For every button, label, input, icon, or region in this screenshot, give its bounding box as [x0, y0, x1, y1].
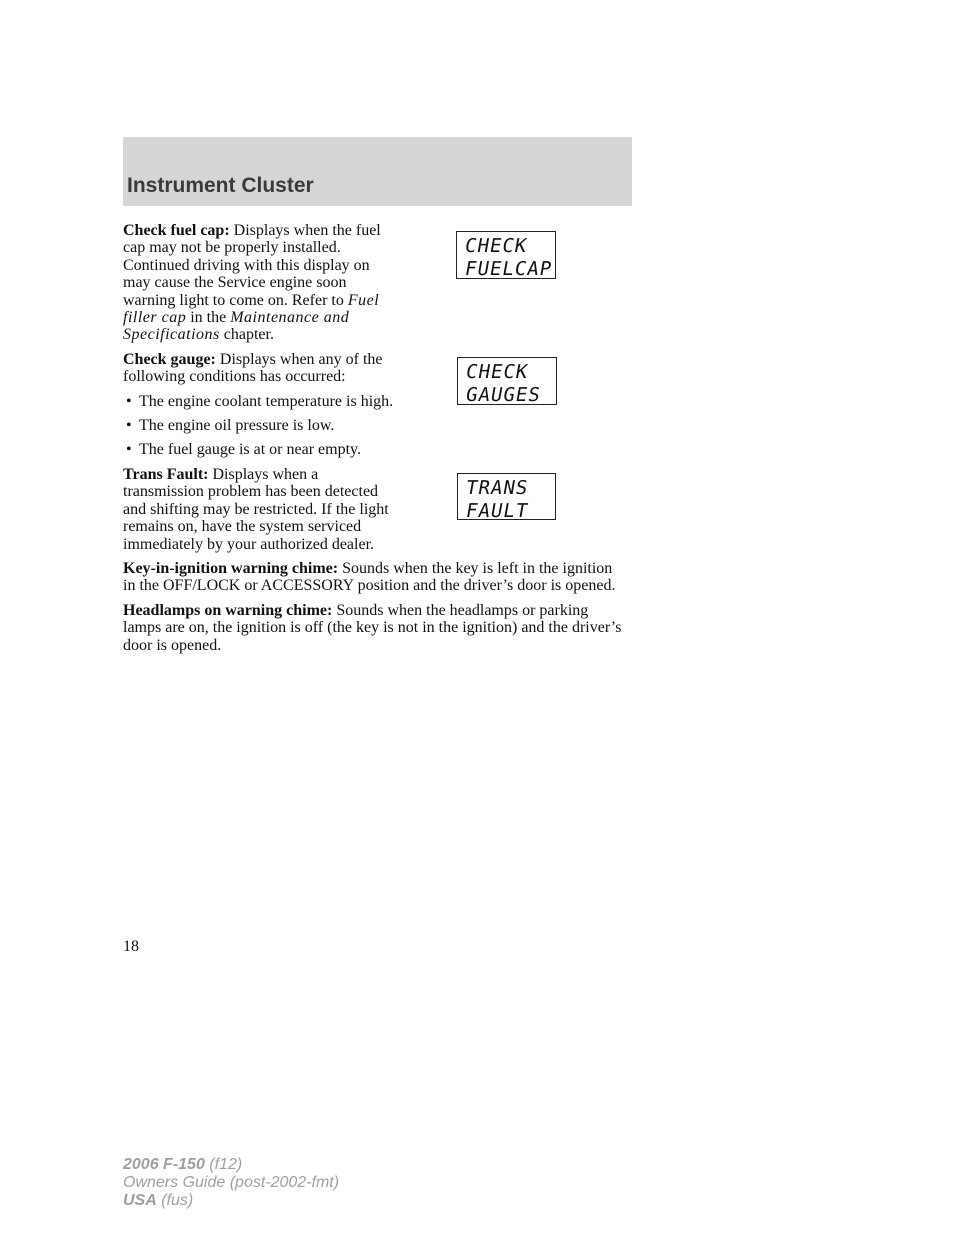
fuel-cap-paragraph: Check fuel cap: Displays when the fuel cap may not be properly installed. Continued driving with this display on may cause the Service engine soon warning light to come on. Refer to Fuel filler cap in the Maintenance and Specifications chapter.	[123, 222, 381, 344]
footer-imprint: 2006 F-150 (f12) Owners Guide (post-2002-fmt) USA (fus)	[123, 1156, 340, 1209]
list-item: • The fuel gauge is at or near empty.	[126, 441, 361, 459]
section-trans-fault	[123, 466, 643, 553]
check-gauge-paragraph: Check gauge: Displays when any of the following conditions has occurred:	[123, 350, 383, 386]
check-fuelcap-display: CHECK FUELCAP	[456, 231, 556, 279]
headlamp-chime-paragraph: Headlamps on warning chime: Sounds when the headlamps or parking lamps are on, the ignition is off (the key is not in the ignition) and the driver’s door is opened.	[123, 601, 622, 654]
page-title: Instrument Cluster	[127, 174, 314, 197]
section-fuel-cap	[123, 222, 643, 344]
list-item: • The engine oil pressure is low.	[126, 417, 335, 435]
list-item: • The engine coolant temperature is high.	[126, 392, 394, 410]
trans-fault-display: TRANS FAULT	[457, 473, 556, 520]
check-gauges-display: CHECK GAUGES	[457, 357, 557, 405]
headlamp-chime-label: Headlamps on warning chime:	[123, 601, 333, 619]
fuel-cap-label: Check fuel cap:	[123, 222, 230, 239]
page-content	[123, 222, 643, 661]
trans-fault-label: Trans Fault:	[123, 465, 209, 483]
trans-fault-paragraph: Trans Fault: Displays when a transmission problem has been detected and shifting may be restricted. If the light remains on, have the system serviced immediately by your authorized dealer.	[123, 465, 389, 553]
check-gauge-label: Check gauge:	[123, 350, 216, 368]
section-check-gauge	[123, 351, 643, 459]
page-number: 18	[123, 938, 139, 955]
key-chime-label: Key-in-ignition warning chime:	[123, 559, 339, 577]
key-chime-paragraph: Key-in-ignition warning chime: Sounds when the key is left in the ignition in the OFF/LOCK or ACCESSORY position and the driver’s door is opened.	[123, 559, 616, 595]
